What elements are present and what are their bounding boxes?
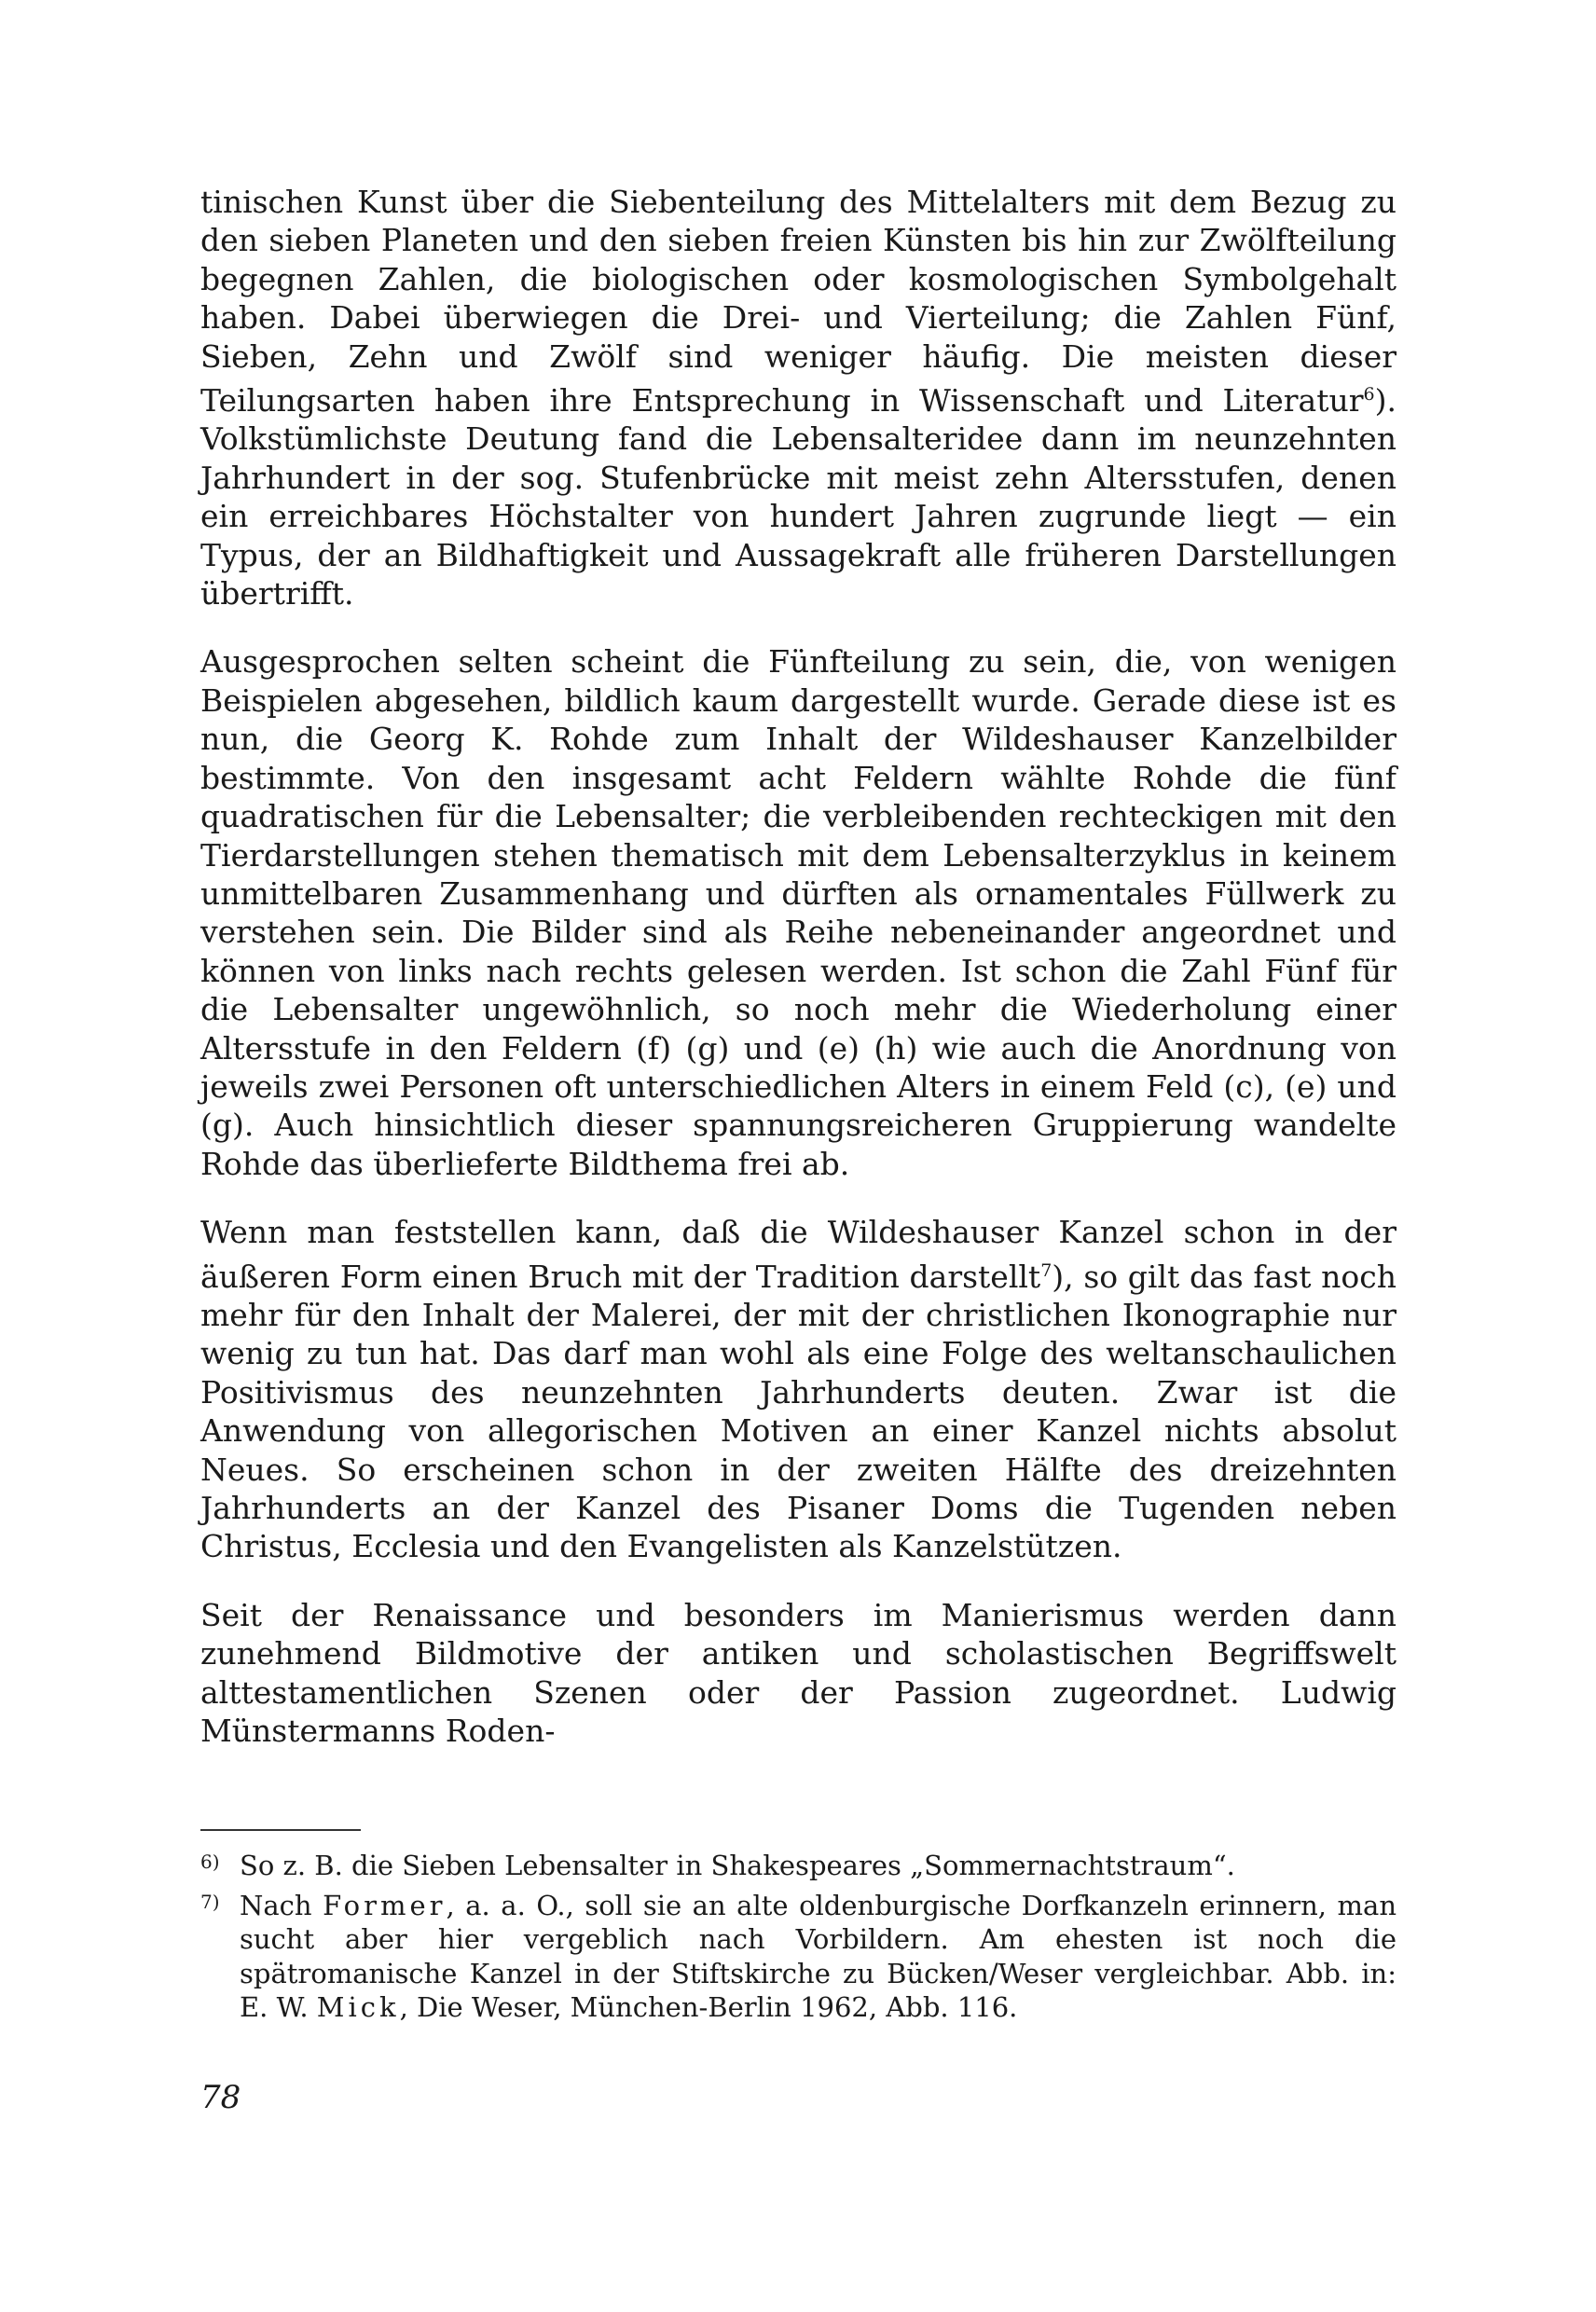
footnote-ref-6: 6 (1363, 384, 1375, 406)
paragraph-3 (200, 1213, 1396, 1566)
paragraph-3-text: Wenn man feststellen kann, daß die Wildeshauser Kanzel schon in der äußeren Form einen Bruch mit der Tradition darstellt (200, 1214, 1396, 1295)
footnote-6-mark: 6) (200, 1851, 220, 1873)
paragraph-3-tail: ), so gilt das fast noch mehr für den Inhalt der Malerei, der mit der christlichen Ikonographie nur wenig zu tun hat. Das darf man wohl als eine Folge des weltanschaulichen Positivismus des neunzehnten Jahrhunderts deuten. Zwar ist die Anwendung von allegorischen Motiven an einer Kanzel nichts absolut Neues. So erscheinen schon in der zweiten Hälfte des dreizehnten Jahrhunderts an der Kanzel des Pisaner Doms die Tugenden neben Christus, Ecclesia und den Evangelisten als Kanzelstützen. (200, 1258, 1396, 1565)
footnotes (200, 1849, 1396, 2030)
body-text (200, 183, 1396, 1750)
footnote-6 (200, 1849, 1396, 1883)
footnote-7 (200, 1889, 1396, 2025)
paragraph-4: Seit der Renaissance und besonders im Manierismus werden dann zunehmend Bildmotive der antiken und scholastischen Begriffswelt alttestamentlichen Szenen oder der Passion zugeordnet. Ludwig Münstermanns Roden- (200, 1596, 1396, 1750)
page-body (200, 183, 1396, 1750)
footnote-7-text-a: Nach (240, 1889, 323, 1921)
footnote-divider (200, 1829, 361, 1831)
footnote-7-text-c: , Die Weser, München-Berlin 1962, Abb. 116. (399, 1991, 1018, 2023)
footnote-ref-7: 7 (1040, 1259, 1053, 1281)
paragraph-1-tail: ). Volkstümlichste Deutung fand die Lebensalteridee dann im neunzehnten Jahrhundert in der sog. Stufenbrücke mit meist zehn Altersstufen, denen ein erreichbares Höchstalter von hundert Jahren zugrunde liegt — ein Typus, der an Bildhaftigkeit und Aussagekraft alle früheren Darstellungen übertrifft. (200, 382, 1396, 612)
paragraph-1 (200, 183, 1396, 612)
footnote-7-text-b: , a. a. O., soll sie an alte oldenburgische Dorfkanzeln erinnern, man sucht aber hier vergeblich nach Vorbildern. Am ehesten ist noch die spätromanische Kanzel in der Stiftskirche zu Bücken/Weser vergleichbar. Abb. in: E. W. (240, 1889, 1396, 2023)
footnote-7-mark: 7) (200, 1890, 220, 1913)
paragraph-2: Ausgesprochen selten scheint die Fünfteilung zu sein, die, von wenigen Beispielen abgesehen, bildlich kaum dargestellt wurde. Gerade diese ist es nun, die Georg K. Rohde zum Inhalt der Wildeshauser Kanzelbilder bestimmte. Von den insgesamt acht Feldern wählte Rohde die fünf quadratischen für die Lebensalter; die verbleibenden rechteckigen mit den Tierdarstellungen stehen thematisch mit dem Lebensalterzyklus in keinem unmittelbaren Zusammenhang und dürften als ornamentales Füllwerk zu verstehen sein. Die Bilder sind als Reihe nebeneinander angeordnet und können von links nach rechts gelesen werden. Ist schon die Zahl Fünf für die Lebensalter ungewöhnlich, so noch mehr die Wiederholung einer Altersstufe in den Feldern (f) (g) und (e) (h) wie auch die Anordnung von jeweils zwei Personen oft unterschiedlichen Alters in einem Feld (c), (e) und (g). Auch hinsichtlich dieser spannungsreicheren Gruppierung wandelte Rohde das überlieferte Bildthema frei ab. (200, 643, 1396, 1182)
footnote-6-text: So z. B. die Sieben Lebensalter in Shakespeares „Sommernachtstraum“. (240, 1850, 1235, 1881)
footnote-7-author-former: Former (323, 1889, 447, 1921)
footnote-7-author-mick: Mick (316, 1991, 400, 2023)
page-number: 78 (200, 2079, 241, 2116)
paragraph-1-text: tinischen Kunst über die Siebenteilung des Mittelalters mit dem Bezug zu den sieben Planeten und den sieben freien Künsten bis hin zur Zwölfteilung begegnen Zahlen, die biologischen oder kosmologischen Symbolgehalt haben. Dabei überwiegen die Drei- und Vierteilung; die Zahlen Fünf, Sieben, Zehn und Zwölf sind weniger häufig. Die meisten dieser Teilungsarten haben ihre Entsprechung in Wissenschaft und Literatur (200, 184, 1396, 420)
